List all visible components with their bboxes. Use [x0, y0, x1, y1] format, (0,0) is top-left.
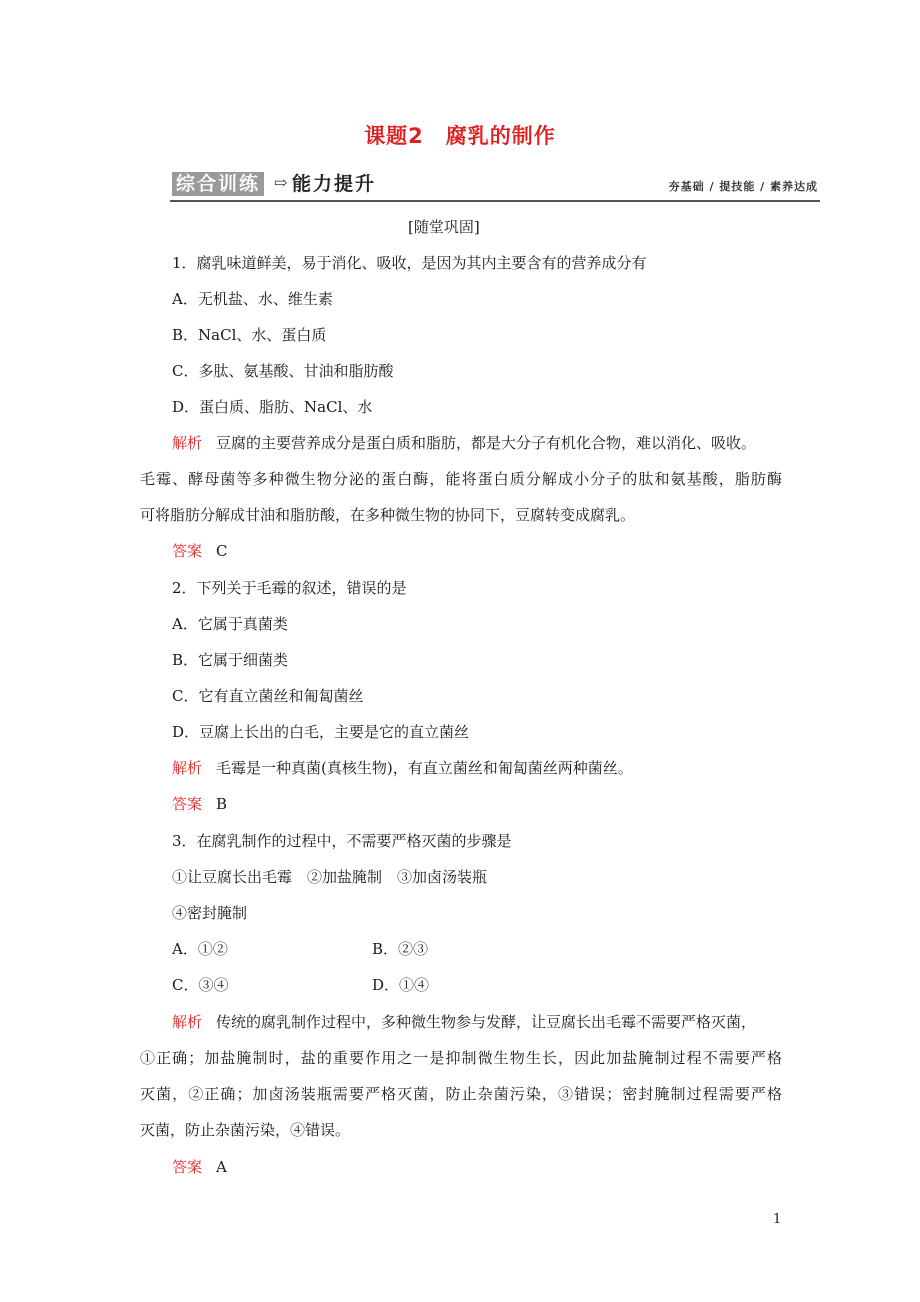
- q3-option-b: B．②③: [372, 940, 429, 958]
- q1-analysis-text-1: 豆腐的主要营养成分是蛋白质和脂肪，都是大分子有机化合物，难以消化、吸收。: [216, 434, 757, 452]
- q2-answer-line: [172, 793, 227, 815]
- q3-analysis-line-2: ①正确；加盐腌制时，盐的重要作用之一是抑制微生物生长，因此加盐腌制过程不需要严格: [140, 1049, 782, 1067]
- q2-stem: 2．下列关于毛霉的叙述，错误的是: [172, 579, 407, 597]
- q1-analysis-line-2: 毛霉、酵母菌等多种微生物分泌的蛋白酶，能将蛋白质分解成小分子的肽和氨基酸，脂肪酶: [140, 470, 782, 488]
- q2-option-a: A．它属于真菌类: [172, 615, 288, 633]
- q2-analysis-text-1: 毛霉是一种真菌(真核生物)，有直立菌丝和匍匐菌丝两种菌丝。: [216, 759, 633, 777]
- q2-option-d: D．豆腐上长出的白毛，主要是它的直立菌丝: [172, 723, 470, 741]
- q3-answer-value: A: [216, 1158, 227, 1176]
- q3-steps-line-1: ①让豆腐长出毛霉 ②加盐腌制 ③加卤汤装瓶: [172, 868, 488, 886]
- analysis-label: 解析: [172, 759, 203, 777]
- banner-right-text: 夯基础 / 提技能 / 素养达成: [668, 180, 818, 193]
- q3-analysis-line-3: 灭菌，②正确；加卤汤装瓶需要严格灭菌，防止杂菌污染，③错误；密封腌制过程需要严格: [140, 1085, 782, 1103]
- q3-steps-line-2: ④密封腌制: [172, 904, 248, 922]
- analysis-label: 解析: [172, 1013, 203, 1031]
- answer-label: 答案: [172, 795, 203, 813]
- q1-stem: 1．腐乳味道鲜美，易于消化、吸收，是因为其内主要含有的营养成分有: [172, 254, 647, 272]
- q2-option-b: B．它属于细菌类: [172, 651, 289, 669]
- q2-analysis-line-1: [172, 757, 633, 779]
- banner-box-label: 综合训练: [172, 172, 264, 196]
- q3-stem: 3．在腐乳制作的过程中，不需要严格灭菌的步骤是: [172, 832, 512, 850]
- q1-option-d: D．蛋白质、脂肪、NaCl、水: [172, 398, 373, 416]
- q2-answer-value: B: [216, 795, 228, 813]
- q1-option-b: B．NaCl、水、蛋白质: [172, 326, 327, 344]
- section-banner: [170, 170, 820, 202]
- q3-answer-line: [172, 1156, 227, 1178]
- analysis-label: 解析: [172, 434, 203, 452]
- q3-analysis-line-1: [172, 1011, 756, 1033]
- answer-label: 答案: [172, 542, 203, 560]
- q1-answer-line: [172, 540, 228, 562]
- q1-analysis-line-3: 可将脂肪分解成甘油和脂肪酸，在多种微生物的协同下，豆腐转变成腐乳。: [140, 506, 636, 524]
- q1-answer-value: C: [216, 542, 228, 560]
- q2-option-c: C．它有直立菌丝和匍匐菌丝: [172, 687, 364, 705]
- answer-label: 答案: [172, 1158, 203, 1176]
- arrow-right-icon: ⇨: [274, 173, 288, 192]
- page-number: 1: [773, 1212, 782, 1227]
- q3-analysis-text-1: 传统的腐乳制作过程中，多种微生物参与发酵，让豆腐长出毛霉不需要严格灭菌，: [216, 1013, 757, 1031]
- q3-option-c: C．③④: [172, 976, 229, 994]
- q3-option-d: D．①④: [372, 976, 430, 994]
- banner-sub-label: 能力提升: [292, 173, 377, 195]
- q3-analysis-line-4: 灭菌，防止杂菌污染，④错误。: [140, 1121, 351, 1139]
- q1-option-a: A．无机盐、水、维生素: [172, 290, 333, 308]
- q1-option-c: C．多肽、氨基酸、甘油和脂肪酸: [172, 362, 394, 380]
- section-heading: [随堂巩固]: [408, 218, 480, 236]
- q1-analysis-line-1: [172, 432, 756, 454]
- q3-option-a: A．①②: [172, 940, 228, 958]
- page-title: 课题2 腐乳的制作: [364, 124, 556, 148]
